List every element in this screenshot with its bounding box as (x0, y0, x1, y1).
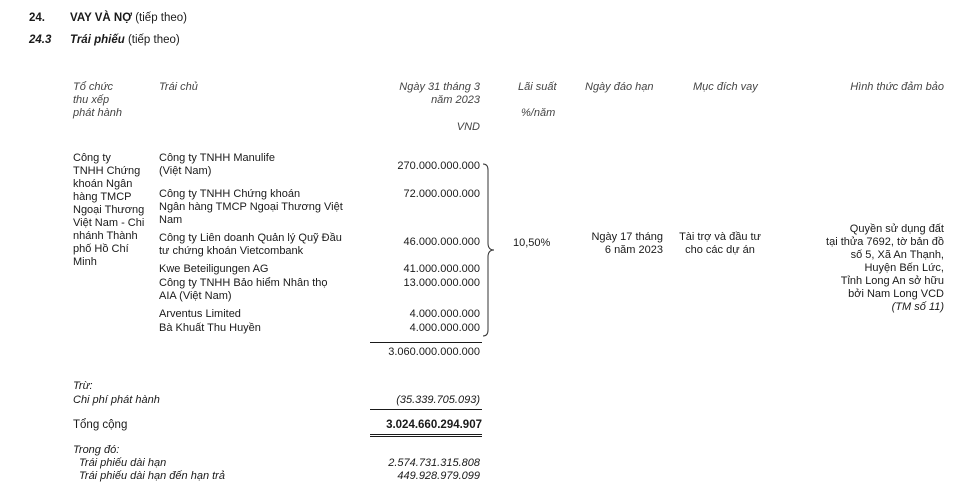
subsection-title-text: Trái phiếu (70, 34, 125, 46)
holder-name-line: Công ty TNHH Manulife (159, 152, 275, 164)
section-title (70, 11, 187, 25)
interest-rate: 10,50% (513, 237, 551, 249)
collateral-line: số 5, Xã An Thạnh, (850, 249, 944, 261)
less-label: Trừ: (73, 380, 93, 392)
arranger-line: Ngoại Thương (73, 204, 145, 216)
holder-row (159, 308, 241, 321)
holder-row (159, 263, 268, 276)
collateral-line: Tỉnh Long An sở hữu (840, 275, 944, 287)
header-collateral: Hình thức đảm bảo (850, 81, 944, 93)
holder-amount: 4.000.000.000 (409, 308, 480, 320)
header-purpose: Mục đích vay (693, 81, 758, 93)
subtotal-rule (370, 342, 482, 343)
arranger-line: Công ty (73, 152, 111, 164)
arranger-line: phố Hồ Chí (73, 243, 129, 255)
header-arranger (73, 81, 122, 120)
holder-row (159, 152, 275, 178)
collateral (790, 223, 944, 314)
header-date-line: Ngày 31 tháng 3 (399, 81, 480, 93)
collateral-line: Quyền sử dụng đất (849, 223, 944, 235)
maturity-date (560, 231, 663, 257)
subsection-title (70, 33, 180, 47)
section-title-text: VAY VÀ NỢ (70, 12, 133, 24)
arranger-cell (73, 152, 144, 269)
header-arranger-line: thu xếp (73, 94, 110, 106)
issuance-cost-amount: (35.339.705.093) (396, 394, 480, 406)
holder-amount: 46.000.000.000 (403, 236, 480, 248)
holder-name-line: Bà Khuất Thu Huyền (159, 322, 261, 334)
brace-path (483, 164, 494, 336)
long-term-amount: 2.574.731.315.808 (388, 457, 480, 469)
header-date-line: năm 2023 (431, 94, 480, 106)
holder-amount: 72.000.000.000 (403, 188, 480, 200)
issuance-cost-label: Chi phí phát hành (73, 394, 160, 406)
grouping-brace (482, 163, 498, 338)
maturity-line: Ngày 17 tháng (591, 231, 663, 243)
holder-name-line: tư chứng khoán Vietcombank (159, 245, 304, 257)
collateral-line: bởi Nam Long VCD (848, 288, 944, 300)
header-date (350, 81, 480, 107)
purpose-line: Tài trợ và đầu tư (679, 231, 761, 243)
current-portion-label: Trái phiếu dài hạn đến hạn trả (79, 470, 225, 482)
header-arranger-line: Tổ chức (73, 81, 113, 93)
arranger-line: Minh (73, 256, 97, 268)
total-rule-2 (370, 436, 482, 437)
header-holder: Trái chủ (159, 81, 198, 93)
holder-name-line: Arventus Limited (159, 308, 241, 320)
loan-purpose (665, 231, 775, 257)
subsection-title-suffix: (tiếp theo) (127, 34, 180, 46)
of-which-label: Trong đó: (73, 444, 120, 456)
header-rate: Lãi suất (518, 81, 557, 93)
header-rate-unit: %/năm (521, 107, 556, 119)
long-term-label: Trái phiếu dài hạn (79, 457, 167, 469)
less-rule (370, 409, 482, 410)
subtotal-amount: 3.060.000.000.000 (388, 346, 480, 358)
section-number: 24. (29, 12, 45, 24)
header-date-unit: VND (456, 121, 480, 133)
holder-amount: 13.000.000.000 (403, 277, 480, 289)
purpose-line: cho các dự án (685, 244, 755, 256)
holder-name-line: (Việt Nam) (159, 165, 212, 177)
current-portion-amount: 449.928.979.099 (397, 470, 480, 482)
total-label: Tổng cộng (73, 419, 128, 431)
collateral-line: (TM số 11) (891, 301, 944, 313)
holder-name-line: AIA (Việt Nam) (159, 290, 232, 302)
arranger-line: TNHH Chứng (73, 165, 141, 177)
holder-name-line: Ngân hàng TMCP Ngoại Thương Việt (159, 201, 343, 213)
holder-row (159, 232, 342, 258)
holder-name-line: Công ty TNHH Bảo hiểm Nhân thọ (159, 277, 328, 289)
holder-amount: 4.000.000.000 (409, 322, 480, 334)
holder-amount: 41.000.000.000 (403, 263, 480, 275)
holder-name-line: Công ty TNHH Chứng khoán (159, 188, 301, 200)
holder-name-line: Công ty Liên doanh Quản lý Quỹ Đầu (159, 232, 342, 244)
holder-row (159, 188, 343, 227)
header-maturity: Ngày đáo hạn (585, 81, 654, 93)
arranger-line: hàng TMCP (73, 191, 132, 203)
holder-name-line: Kwe Beteiligungen AG (159, 263, 269, 275)
collateral-line: Huyện Bến Lức, (864, 262, 944, 274)
collateral-line: tại thửa 7692, tờ bản đồ (826, 236, 944, 248)
total-amount: 3.024.660.294.907 (386, 419, 482, 431)
header-arranger-line: phát hành (73, 107, 122, 119)
arranger-line: Việt Nam - Chi (73, 217, 145, 229)
arranger-line: nhánh Thành (73, 230, 138, 242)
total-rule-1 (370, 434, 482, 435)
holder-row (159, 277, 328, 303)
holder-row (159, 322, 261, 335)
maturity-line: 6 năm 2023 (604, 244, 663, 256)
arranger-line: khoán Ngân (73, 178, 133, 190)
section-title-suffix: (tiếp theo) (135, 12, 187, 24)
holder-name-line: Nam (159, 214, 183, 226)
subsection-number: 24.3 (29, 34, 52, 46)
holder-amount: 270.000.000.000 (397, 160, 480, 172)
